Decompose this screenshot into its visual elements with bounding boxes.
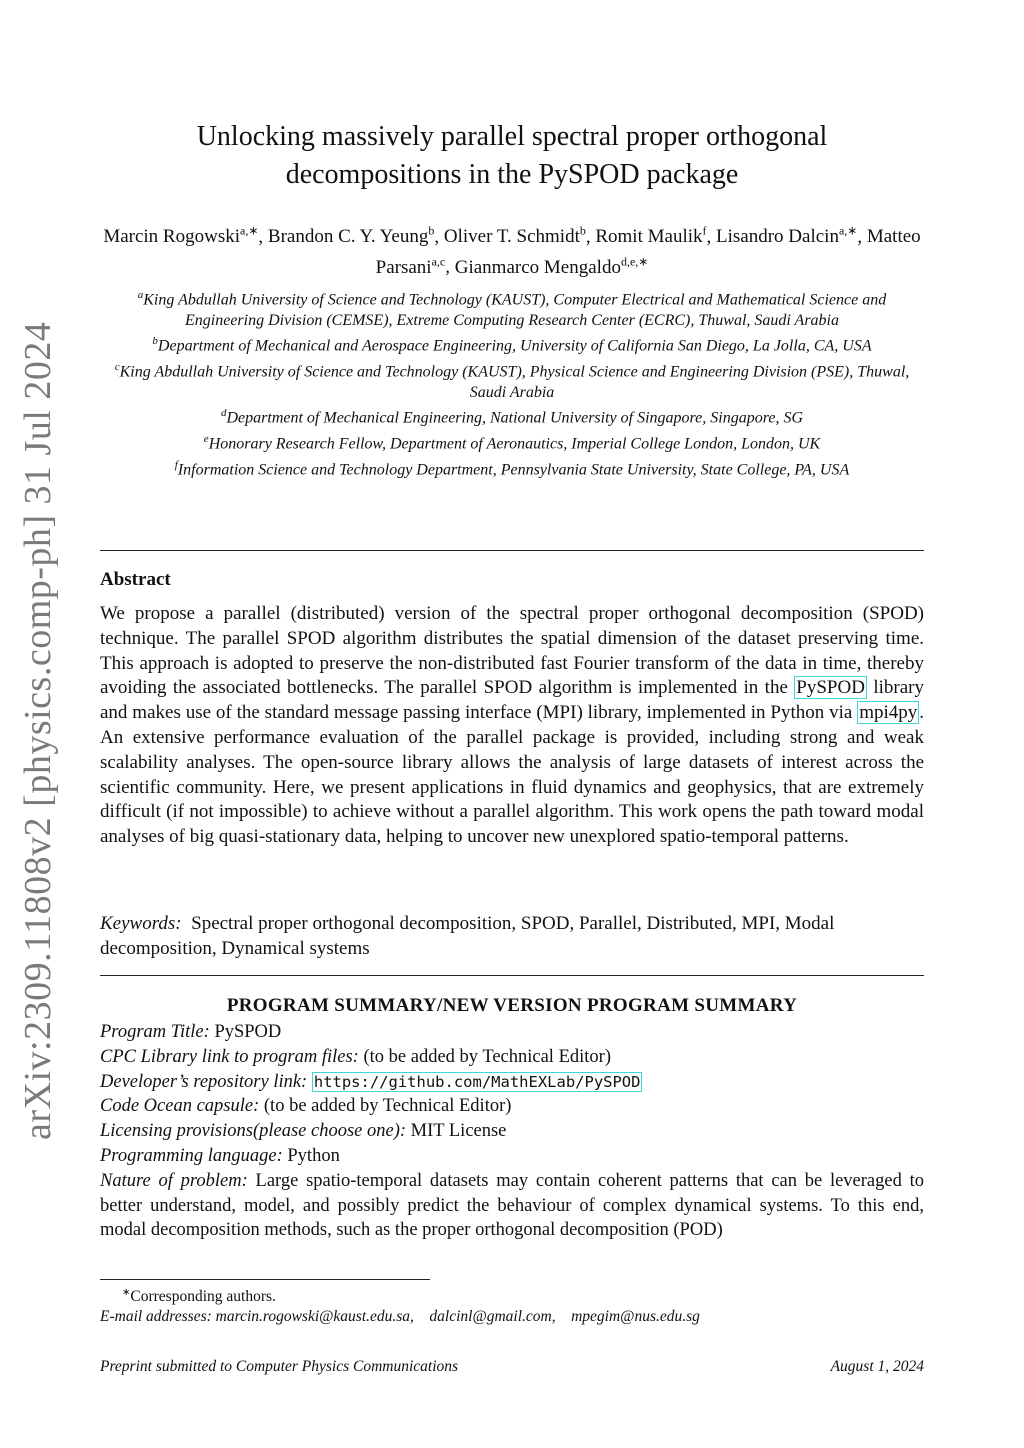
footer-date: August 1, 2024 [830,1358,924,1375]
arxiv-identifier: arXiv:2309.11808v2 [physics.comp-ph] 31 Jul 2024 [17,321,59,1140]
author: Romit Maulik$^f$ [595,224,707,248]
footnotes [100,1283,924,1327]
author: Gianmarco Mengaldo$^{d,e,∗}$ [454,254,649,278]
program-title-row: Program Title: PySPOD [100,1022,282,1042]
email-footnote: E-mail addresses: marcin.rogowski@kaust.edu.sa, dalcinl@gmail.com, mpegim@nus.edu.sg [100,1308,700,1326]
affiliation: $^b$Department of Mechanical and Aerospace Engineering, University of California San Diego, La Jolla, CA, USA [152,335,872,355]
affiliation: $^e$Honorary Research Fellow, Department of Aeronautics, Imperial College London, London, UK [203,433,821,453]
nature-row: Nature of problem: Large spatio-temporal datasets may contain coherent patterns that can be leveraged to better understand, model, and possibly predict the behaviour of complex dynamical systems. To this end, modal decomposition methods, such as the proper orthogonal decomposition (POD) [100,1170,925,1241]
summary-heading: PROGRAM SUMMARY/NEW VERSION PROGRAM SUMMARY [226,995,798,1016]
program-summary [100,1020,924,1243]
language-row: Programming language: Python [100,1145,340,1166]
divider-bottom [100,975,924,976]
author-list: Marcin Rogowski$^{a,∗}$, Brandon C. Y. Yeung$^b$, Oliver T. Schmidt$^b$, Romit Maulik$^f$, Lisandro Dalcin$^{a,∗}$, Matteo Parsani$^{a,c}$, Gianmarco Mengaldo$^{d,e,∗}$ [103,224,921,278]
cpc-row: CPC Library link to program files: (to be added by Technical Editor) [100,1046,611,1067]
keywords-label: Keywords: [100,913,182,934]
affiliation: $^d$Department of Mechanical Engineering, National University of Singapore, Singapore, SG [220,407,803,427]
author: Lisandro Dalcin$^{a,∗}$ [716,224,858,248]
abstract-text: We propose a parallel (distributed) version of the spectral proper orthogonal decomposition (SPOD) technique. The parallel SPOD algorithm distributes the spatial dimension of the dataset preserving time. This approach is adopted to preserve the non-distributed fast Fourier transform of the data in time, thereby avoiding the associated bottlenecks. The parallel SPOD algorithm is implemented in the PySPOD library and makes use of the standard message passing interface (MPI) library, implemented in Python via mpi4py . An extensive performance evaluation of the parallel package is provided, including strong and weak scalability analyses. The open-source library allows the analysis of large datasets of interest across the scientific community. Here, we present applications in fluid dynamics and geophysics, that are extremely difficult (if not impossible) to achieve without a parallel algorithm. This work opens the path toward modal analyses of big quasi-stationary data, helping to uncover new unexplored spatio-temporal patterns. [100,603,924,848]
capsule-row: Code Ocean capsule: (to be added by Technical Editor) [100,1096,512,1117]
footer-journal: Preprint submitted to Computer Physics Communications [100,1358,459,1375]
affiliation: $^c$King Abdullah University of Science and Technology (KAUST), Physical Science and Engineering Division (PSE), Thuwal, Saudi Arabia [114,361,910,401]
corresponding-footnote: ∗Corresponding authors. [122,1287,276,1306]
affiliation-list [100,285,924,481]
footnote-rule [100,1279,430,1280]
email-link[interactable]: mpegim@nus.edu.sg [571,1308,700,1326]
abstract-heading: Abstract [100,569,171,590]
paper-title [100,118,924,194]
author: Marcin Rogowski$^{a,∗}$ [103,224,259,248]
keywords [100,912,924,962]
author: Matteo Parsani$^{a,c}$ [375,226,921,278]
affiliation: $^a$King Abdullah University of Science and Technology (KAUST), Computer Electrical and Mathematical Science and Engineering Division (CEMSE), Extreme Computing Research Center (ECRC), Thuwal, Saudi Arabia [137,289,887,329]
repository-link[interactable]: https://github.com/MathEXLab/PySPOD [313,1072,641,1091]
page-footer [100,1358,924,1376]
title-line-2: decompositions in the PySPOD package [285,159,739,190]
pyspod-link[interactable]: PySPOD [796,677,865,699]
author: Brandon C. Y. Yeung$^b$ [267,224,435,248]
affiliation: $^f$Information Science and Technology Department, Pennsylvania State University, State College, PA, USA [174,459,850,479]
mpi4py-link[interactable]: mpi4py [859,702,918,724]
author: Oliver T. Schmidt$^b$ [443,224,586,248]
email-link[interactable]: dalcinl@gmail.com, [429,1308,556,1326]
email-link[interactable]: marcin.rogowski@kaust.edu.sa, [215,1308,414,1326]
keywords-text: Spectral proper orthogonal decomposition, SPOD, Parallel, Distributed, MPI, Modal decomposition, Dynamical systems [100,913,835,959]
title-line-1: Unlocking massively parallel spectral proper orthogonal [196,121,828,152]
repo-row: Developer’s repository link: https://github.com/MathEXLab/PySPOD [100,1071,641,1092]
divider-top [100,550,924,551]
license-row: Licensing provisions(please choose one): MIT License [100,1121,507,1142]
